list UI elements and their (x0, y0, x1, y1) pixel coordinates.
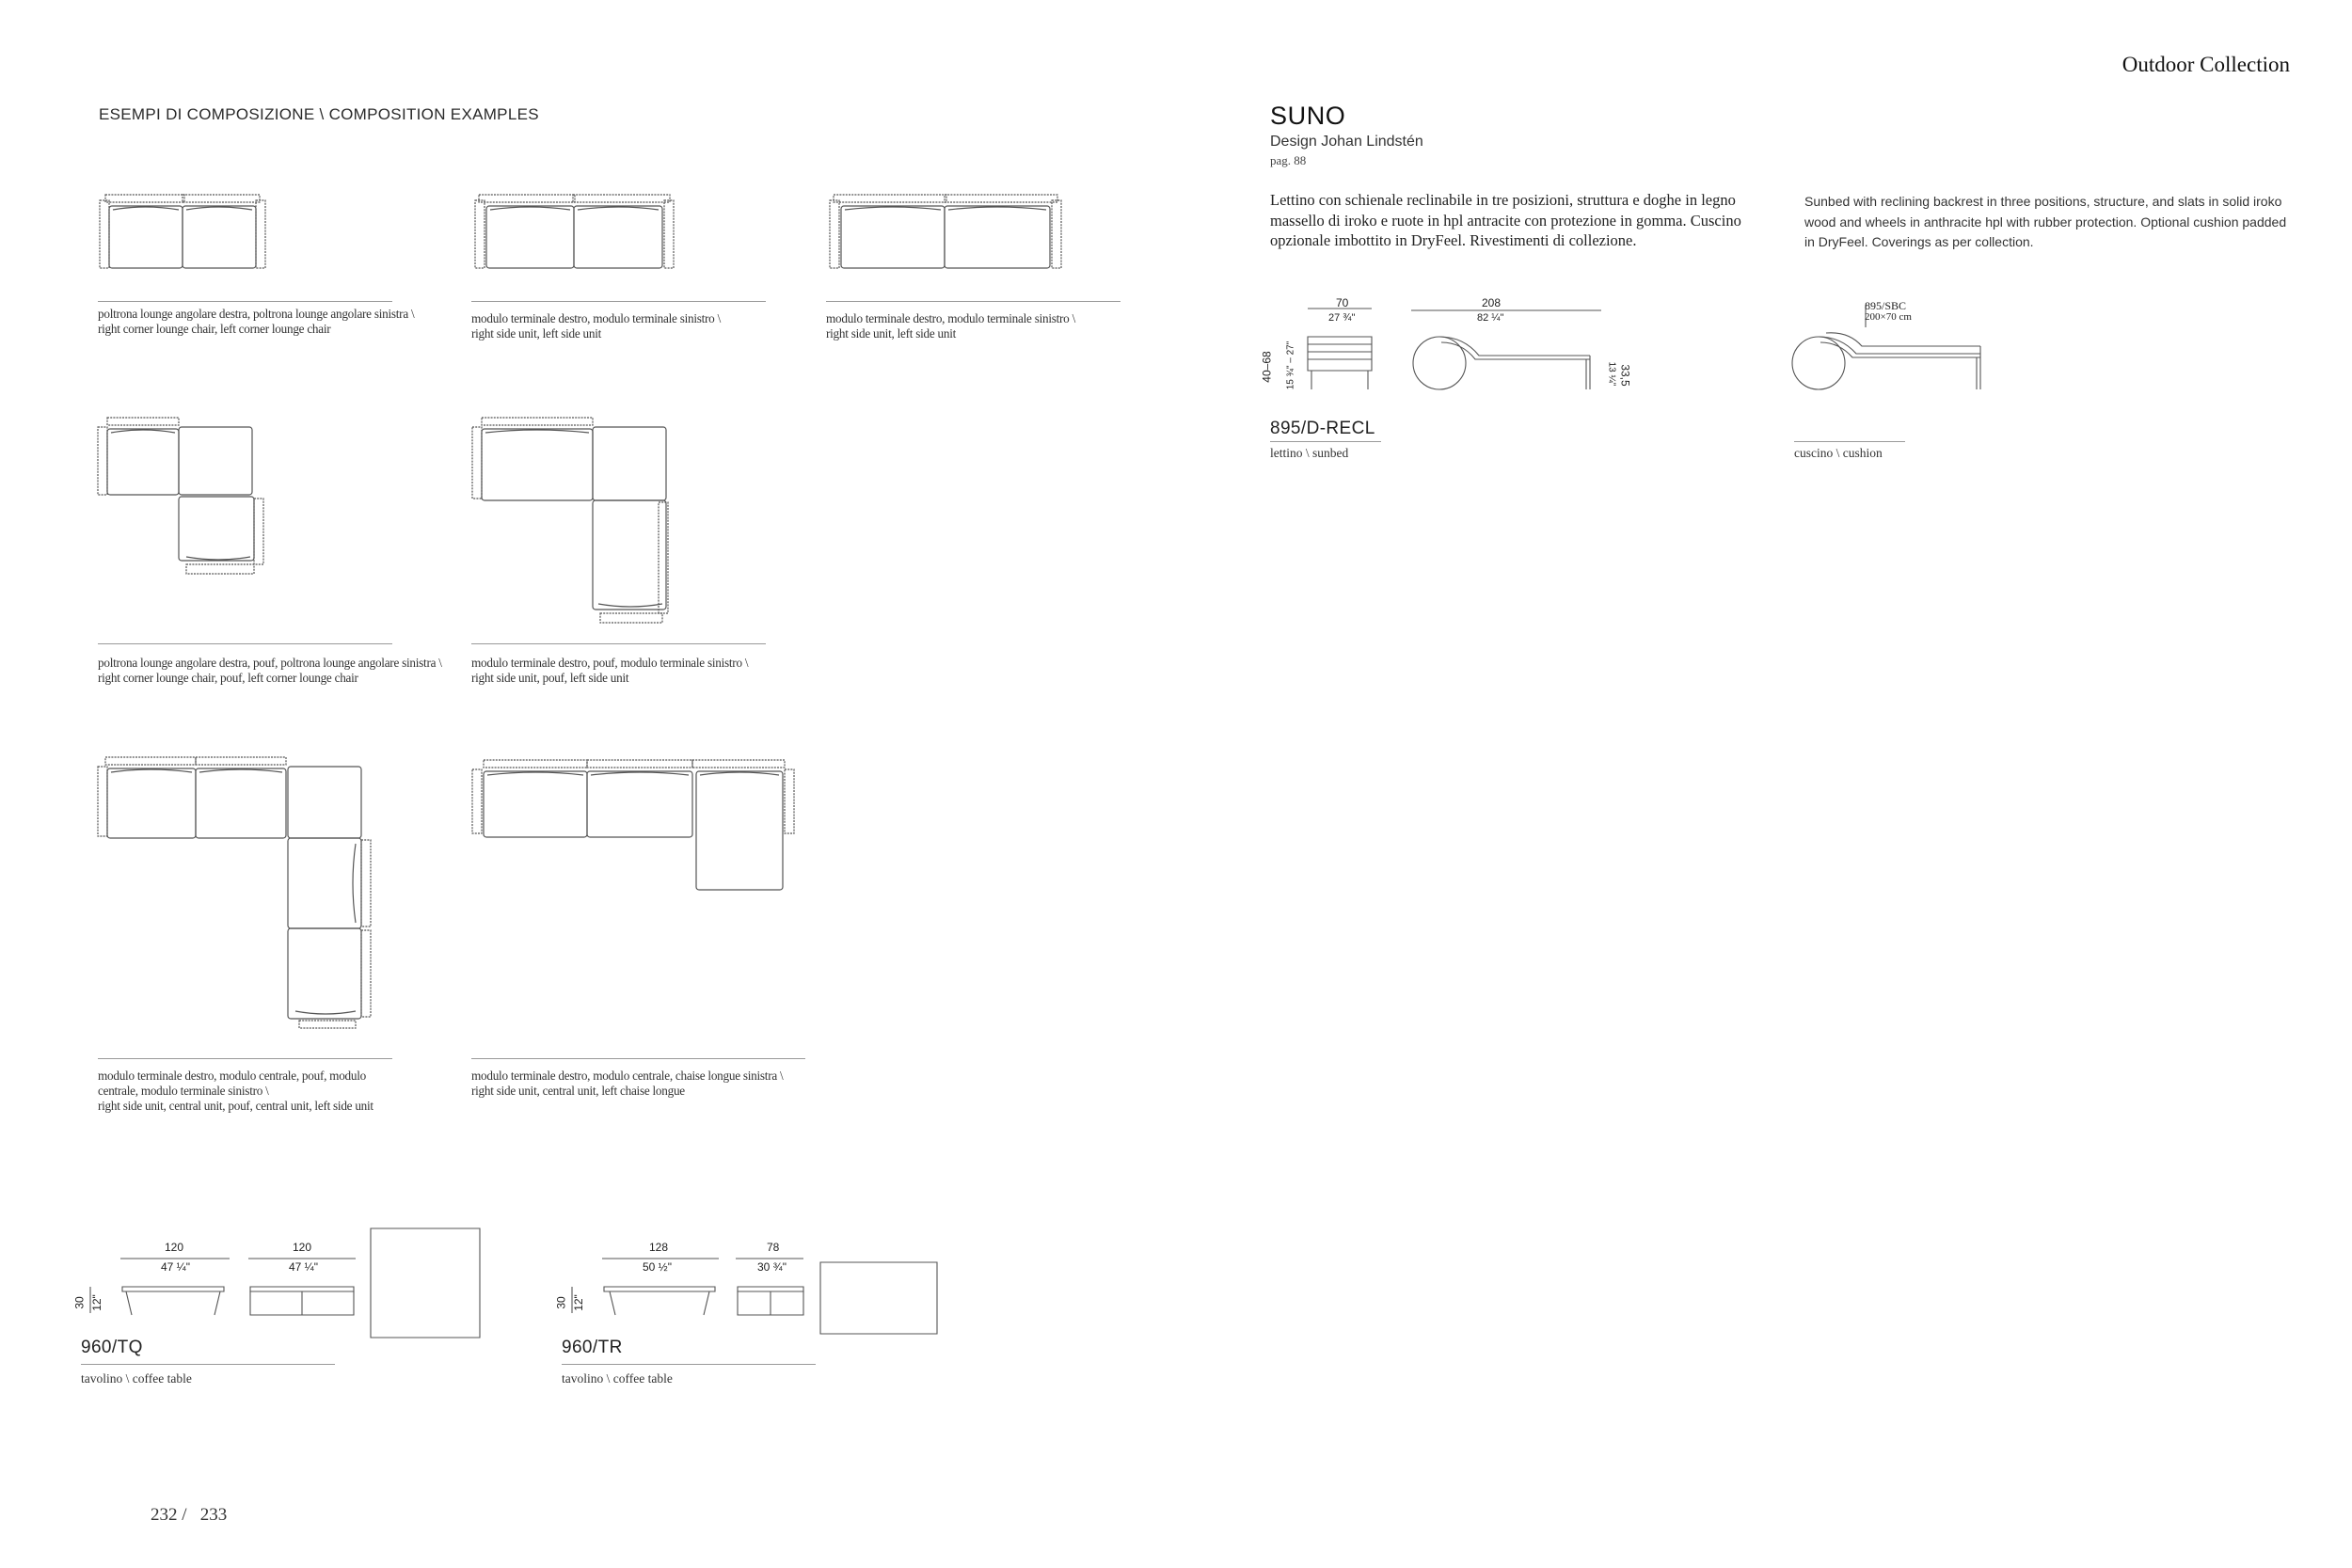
composition-section-title: ESEMPI DI COMPOSIZIONE \ COMPOSITION EXAMPLES (99, 105, 539, 123)
page-numbers: 232 / 233 (151, 1505, 228, 1525)
caption-it: modulo terminale destro, pouf, modulo terminale sinistro \ (471, 656, 749, 670)
composition-diagram-4 (96, 416, 265, 580)
composition-diagram-5 (470, 416, 677, 627)
caption-it: modulo terminale destro, modulo terminale sinistro \ (826, 311, 1075, 325)
caption-it: modulo terminale destro, modulo centrale, chaise longue sinistra \ (471, 1069, 784, 1083)
composition-diagram-2 (473, 193, 675, 273)
sunbed-label: lettino \ sunbed (1270, 446, 1349, 460)
caption-rule (826, 301, 1120, 302)
caption-en: right side unit, left side unit (826, 326, 957, 341)
sunbed-height-in: 15 ¾" – 27" (1285, 341, 1296, 390)
caption-rule (98, 643, 392, 644)
sunbed-seat-cm: 33,5 (1618, 364, 1632, 387)
caption-rule (81, 1364, 335, 1365)
composition-diagram-1 (98, 193, 267, 273)
cushion-label: cuscino \ cushion (1794, 446, 1883, 460)
dim-height-in: 12" (571, 1294, 585, 1311)
sunbed-width-cm: 70 (1336, 296, 1349, 309)
composition-caption-7 (471, 1069, 829, 1099)
composition-caption-3 (826, 311, 1146, 341)
dim-width2-in: 30 ¾" (757, 1260, 787, 1274)
composition-diagram-7 (470, 758, 818, 890)
caption-en: right side unit, central unit, left chaise longue (471, 1084, 685, 1098)
product-label: tavolino \ coffee table (562, 1371, 673, 1386)
product-label: tavolino \ coffee table (81, 1371, 192, 1386)
caption-it: modulo terminale destro, modulo terminale sinistro \ (471, 311, 721, 325)
sunbed-length-in: 82 ¼" (1477, 312, 1504, 324)
caption-it: poltrona lounge angolare destra, poltrona lounge angolare sinistra \ (98, 307, 415, 321)
dim-width2-in: 47 ¼" (289, 1260, 318, 1274)
caption-it-continued: centrale, modulo terminale sinistro \ (98, 1084, 269, 1098)
dim-width-cm: 120 (165, 1241, 184, 1254)
caption-rule (471, 301, 766, 302)
composition-caption-1 (98, 307, 455, 337)
dim-height-cm: 30 (554, 1296, 568, 1309)
caption-rule (1270, 441, 1381, 442)
coffee-table-tq-drawing (79, 1223, 493, 1345)
dim-width-in: 47 ¼" (161, 1260, 190, 1274)
composition-caption-5 (471, 656, 791, 686)
sunbed-height-cm: 40–68 (1260, 351, 1274, 383)
caption-rule (1794, 441, 1905, 442)
dim-height-cm: 30 (72, 1296, 87, 1309)
dim-height-in: 12" (89, 1294, 103, 1311)
caption-rule (471, 643, 766, 644)
caption-en: right corner lounge chair, pouf, left corner lounge chair (98, 671, 358, 685)
sunbed-drawing (1270, 299, 1646, 403)
caption-rule (471, 1058, 805, 1059)
caption-rule (98, 301, 392, 302)
description-italian: Lettino con schienale reclinabile in tre posizioni, struttura e doghe in legno massello di iroko e ruote in hpl antracite con protezione in gomma. Cuscino opzionale imbottito in DryFeel. Rivestimenti di collezione. (1270, 191, 1741, 249)
composition-caption-2 (471, 311, 791, 341)
sunbed-code: 895/D-RECL (1270, 419, 1375, 438)
dim-width2-cm: 78 (767, 1241, 780, 1254)
caption-en: right side unit, left side unit (471, 326, 602, 341)
product-designer: Design Johan Lindstén (1270, 134, 1423, 150)
composition-diagram-3 (828, 193, 1063, 273)
composition-caption-6 (98, 1069, 437, 1114)
sunbed-length-cm: 208 (1482, 296, 1502, 309)
product-code: 960/TQ (81, 1338, 143, 1357)
caption-en: right side unit, pouf, left side unit (471, 671, 629, 685)
caption-en: right corner lounge chair, left corner lounge chair (98, 322, 331, 336)
coffee-table-tr-drawing (561, 1238, 946, 1343)
composition-caption-4 (98, 656, 493, 686)
caption-it: poltrona lounge angolare destra, pouf, poltrona lounge angolare sinistra \ (98, 656, 442, 670)
caption-rule (562, 1364, 816, 1365)
dim-width-cm: 128 (649, 1241, 669, 1254)
product-code: 960/TR (562, 1338, 623, 1357)
caption-rule (98, 1058, 392, 1059)
cushion-size: 200×70 cm (1865, 311, 1912, 323)
page-reference: pag. 88 (1270, 153, 1307, 167)
caption-it: modulo terminale destro, modulo centrale, pouf, modulo (98, 1069, 366, 1083)
composition-diagram-6 (96, 755, 378, 1033)
product-name: SUNO (1270, 102, 1346, 130)
dim-width-in: 50 ½" (643, 1260, 672, 1274)
sunbed-width-in: 27 ¾" (1328, 312, 1356, 324)
sunbed-seat-in: 13 ¼" (1606, 361, 1617, 387)
cushion-code: 895/SBC (1865, 299, 1907, 312)
dim-width2-cm: 120 (293, 1241, 312, 1254)
description-english: Sunbed with reclining backrest in three positions, structure, and slats in solid iroko wood and wheels in anthracite hpl with rubber protection. Optional cushion padded in DryFeel. Coverings as per collection. (1804, 194, 2287, 249)
collection-title: Outdoor Collection (2122, 53, 2290, 76)
caption-en: right side unit, central unit, pouf, central unit, left side unit (98, 1099, 373, 1113)
